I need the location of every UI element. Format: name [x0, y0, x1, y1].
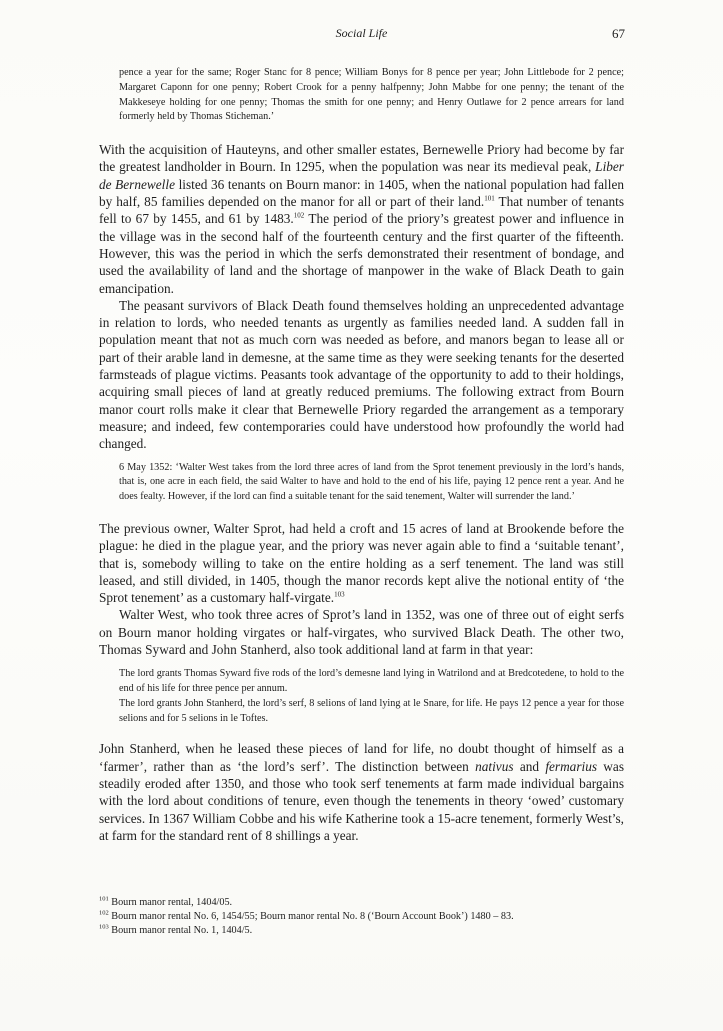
- footnote-102: [99, 910, 624, 924]
- paragraph-1-d: The period of the priory’s greatest power and influence in the village was in the second half of the fourteenth century and the first quarter of the fifteenth. However, this was the period in which the serfs demonstrated their resentment of bondage, and used the availability of land and the shortage of manpower in the wake of Black Death to gain emancipation.: [99, 211, 624, 296]
- footnote-text: Bourn manor rental, 1404/05.: [108, 897, 233, 908]
- block-quote-3: [99, 667, 624, 726]
- footnote-text: Bourn manor rental No. 6, 1454/55; Bourn manor rental No. 8 (‘Bourn Account Book’) 1480 – 83.: [108, 911, 514, 923]
- paragraph-1: [99, 141, 624, 297]
- paragraph-4: Walter West, who took three acres of Sprot’s land in 1352, was one of three out of eight serfs on Bourn manor holding virgates or half-virgates, who survived Black Death. The other two, Thomas Syward and John Stanherd, also took additional land at farm in that year:: [99, 607, 624, 657]
- footnote-ref-102[interactable]: 102: [293, 211, 305, 220]
- block-quote-3-line-1: The lord grants Thomas Syward five rods of the lord’s demesne land lying in Watrilond and at Bredcotedene, to hold to the end of his life for three pence per annum.: [119, 668, 624, 695]
- paragraph-5: [99, 740, 624, 844]
- block-quote-3-line-2: The lord grants John Stanherd, the lord’s serf, 8 selions of land lying at le Snare, for life. He pays 12 pence a year for those selions and for 5 selions in le Toftes.: [119, 697, 624, 724]
- paragraph-3: [99, 520, 624, 606]
- page-header: [0, 26, 723, 44]
- footnote-text: Bourn manor rental No. 1, 1404/5.: [108, 925, 253, 937]
- block-quote-2: [99, 461, 624, 505]
- paragraph-1-c: That number of tenants fell to 67 by 1455, and 61 by 1483.: [99, 194, 624, 227]
- paragraph-5-and: and: [513, 758, 546, 774]
- footnote-number: 102: [99, 909, 109, 917]
- footnotes: [99, 896, 624, 939]
- footnote-103: [99, 924, 624, 938]
- running-head: Social Life: [335, 26, 388, 40]
- term-nativus: nativus: [475, 758, 514, 774]
- term-fermarius: fermarius: [545, 758, 598, 774]
- block-quote-1-text: pence a year for the same; Roger Stanc for 8 pence; William Bonys for 8 pence per year; John Littlebode for 2 pence; Margaret Caponn for one penny; Robert Crook for a penny halfpenny; John Mabbe for one penny; the tenant of the Makkeseye holding for one penny; Thomas the smith for one penny; and Henry Outlawe for 2 pence arrears for land formerly held by Thomas Sticheman.’: [119, 67, 624, 123]
- page-number: 67: [612, 26, 625, 41]
- footnote-101: [99, 896, 624, 910]
- paragraph-1-a: With the acquisition of Hauteyns, and other smaller estates, Bernewelle Priory had become by far the greatest landholder in Bourn. In 1295, when the population was near its medieval peak,: [99, 142, 624, 175]
- main-text: [99, 66, 624, 844]
- paragraph-2: The peasant survivors of Black Death found themselves holding an unprecedented advantage in relation to lords, who needed tenants as urgently as families needed land. A sudden fall in population meant that not as much corn was needed as before, and manors began to lease all or part of their arable land in demesne, at the same time as they were seeking tenants for the deserted farmsteads of plague victims. Peasants took advantage of the opportunity to add to their holdings, acquiring small pieces of land at greatly reduced premiums. The following extract from Bourn manor court rolls make it clear that Bernewelle Priory regarded the arrangement as a temporary measure; and indeed, few contemporaries could have understood how profoundly the world had changed.: [99, 297, 624, 452]
- block-quote-2-text: 6 May 1352: ‘Walter West takes from the lord three acres of land from the Sprot tenement previously in the lord’s hands, that is, one acre in each field, the said Walter to have and hold to the end of his life, paying 12 pence rent a year. And he does fealty. However, if the lord can find a suitable tenant for the said tenement, Walter will surrender the land.’: [119, 461, 624, 503]
- footnote-ref-101[interactable]: 101: [484, 194, 495, 203]
- footnote-ref-103[interactable]: 103: [334, 590, 345, 599]
- book-title-liber: Liber de Bernewelle: [99, 159, 624, 192]
- paragraph-5-a: John Stanherd, when he leased these pieces of land for life, no doubt thought of himself as a ‘farmer’, rather than as ‘the lord’s serf’. The distinction between: [99, 741, 624, 774]
- footnote-number: 101: [99, 895, 109, 903]
- footnote-number: 103: [99, 924, 109, 932]
- paragraph-1-b: listed 36 tenants on Bourn manor: in 1405, when the national population had fallen by half, 85 families depended on the manor for all or part of their land.: [99, 176, 625, 210]
- paragraph-5-b: was steadily eroded after 1350, and those who took serf tenements at farm made individual bargains with the lord about conditions of tenure, even though the tenements in theory ‘owed’ customary services. In 1367 William Cobbe and his wife Katherine took a 15-acre tenement, formerly West’s, at farm for the standard rent of 8 shillings a year.: [99, 758, 624, 843]
- paragraph-3-text: The previous owner, Walter Sprot, had held a croft and 15 acres of land at Brookende before the plague: he died in the plague year, and the priory was never again able to find a ‘suitable tenant’, that is, somebody willing to take on the entire holding as a serf tenement. The land was still leased, and still divided, in 1405, though the manor records kept alive the notional entity of ‘the Sprot tenement’ as a customary half-virgate.: [99, 520, 624, 606]
- block-quote-1: [99, 66, 624, 125]
